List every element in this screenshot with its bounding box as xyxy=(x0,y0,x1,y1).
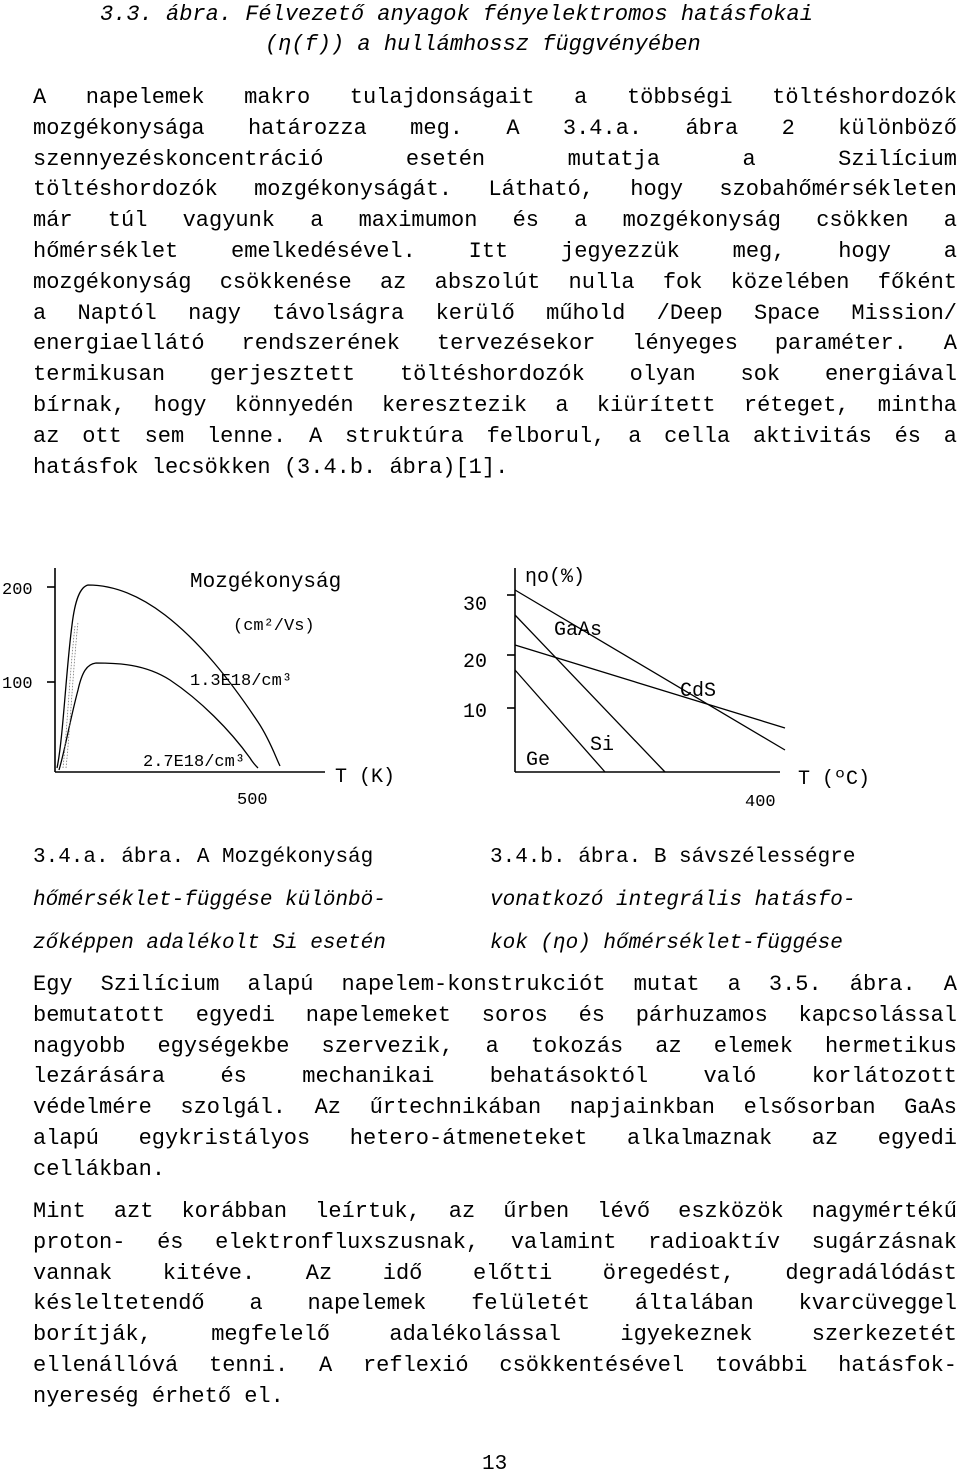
paragraph-radiation xyxy=(33,1197,957,1413)
x-axis-label: T (ºC) xyxy=(798,768,871,791)
curve-label-gaas: GaAs xyxy=(554,619,603,642)
caption-b-line-1: 3.4.b. ábra. B sávszélességre xyxy=(490,846,856,869)
chart-b-title: ηo(%) xyxy=(525,566,586,589)
paragraph-line: Mint azt korábban leírtuk, az űrben lévő eszközök nagymértékű xyxy=(33,1199,957,1224)
figure-3-4-a-caption xyxy=(33,836,453,965)
paragraph-line: nagyobb egységekbe szervezik, a tokozás az elemek hermetikus xyxy=(33,1033,957,1059)
paragraph-line: termikusan gerjesztett töltéshordozók olyan sok energiával xyxy=(33,362,957,388)
paragraph-line: nyereség érhető el. xyxy=(33,1383,284,1409)
y-tick-label-10: 10 xyxy=(463,701,488,724)
chart-a-title: Mozgékonyság xyxy=(190,571,342,594)
heading-line-1: 3.3. ábra. Félvezető anyagok fényelektromos hatásfokai xyxy=(100,2,813,27)
paragraph-line: szennyezéskoncentráció esetén mutatja a Szilícium xyxy=(33,146,957,172)
curve-label-si: Si xyxy=(590,734,615,757)
paragraph-line: mozgékonyság csökkenése az abszolút nulla fok közelében főként xyxy=(33,269,957,295)
paragraph-line: már túl vagyunk a maximumon és a mozgékonyság csökken a xyxy=(33,208,957,234)
y-tick-label-100: 100 xyxy=(2,675,33,694)
curve-label-1-3e18: 1.3E18/cm³ xyxy=(190,672,293,691)
y-tick-label-20: 20 xyxy=(463,651,488,674)
caption-a-line-3: zőképpen adalékolt Si esetén xyxy=(33,932,386,955)
paragraph-line: cellákban. xyxy=(33,1156,166,1182)
paragraph-line: proton- és elektronfluxszusnak, valamint radioaktív sugárzásnak xyxy=(33,1229,957,1255)
paragraph-line: az ott sem lenne. A struktúra felborul, a cella aktivitás és a xyxy=(33,423,957,449)
paragraph-line: lezárására és mechanikai behatásoktól való korlátozott xyxy=(33,1064,957,1090)
paragraph-line: borítják, megfelelő adalékolással igyekeznek szerkezetét xyxy=(33,1322,957,1348)
paragraph-line: késleltetendő a napelemek felületét általában kvarcüveggel xyxy=(33,1291,957,1317)
chart-a-unit: (cm²/Vs) xyxy=(233,617,315,636)
curve-label-2-7e18: 2.7E18/cm³ xyxy=(143,753,246,772)
caption-b-line-3: kok (ηo) hőmérséklet-függése xyxy=(490,932,843,955)
caption-a-line-2: hőmérséklet-függése különbö- xyxy=(33,889,386,912)
paragraph-line: vannak kitéve. Az idő előtti öregedést, degradálódást xyxy=(33,1260,957,1286)
paragraph-line: hőmérséklet emelkedésével. Itt jegyezzük meg, hogy a xyxy=(33,238,957,264)
figure-3-4-b-efficiency-chart xyxy=(450,560,960,810)
caption-a-line-1: 3.4.a. ábra. A Mozgékonyság xyxy=(33,846,374,869)
x-tick-label-500: 500 xyxy=(237,791,268,810)
curve-label-ge: Ge xyxy=(526,749,551,772)
series-gaas-line xyxy=(515,590,785,750)
curve-label-cds: CdS xyxy=(680,680,717,703)
figure-3-4-b-caption xyxy=(490,836,910,965)
page-number: 13 xyxy=(482,1453,508,1476)
y-tick-label-200: 200 xyxy=(2,581,33,600)
caption-b-line-2: vonatkozó integrális hatásfo- xyxy=(490,889,856,912)
heading-line-2: (η(f)) a hullámhossz függvényében xyxy=(265,32,701,57)
paragraph-line: alapú egykristályos hetero-átmeneteket alkalmaznak az egyedi xyxy=(33,1125,957,1151)
paragraph-line: hatásfok lecsökken (3.4.b. ábra)[1]. xyxy=(33,454,509,480)
paragraph-line: Egy Szilícium alapú napelem-konstrukciót mutat a 3.5. ábra. A xyxy=(33,972,957,997)
paragraph-line: védelmére szolgál. Az űrtechnikában napjainkban elsősorban GaAs xyxy=(33,1095,957,1121)
paragraph-line: A napelemek makro tulajdonságait a többségi töltéshordozók xyxy=(33,85,957,110)
paragraph-construction xyxy=(33,970,957,1186)
paragraph-line: mozgékonysága határozza meg. A 3.4.a. ábra 2 különböző xyxy=(33,115,957,141)
paragraph-mobility xyxy=(33,83,957,483)
figure-3-3-heading xyxy=(100,0,920,60)
paragraph-line: a Naptól nagy távolságra kerülő műhold /Deep Space Mission/ xyxy=(33,300,957,326)
paragraph-line: ellenállóvá tenni. A reflexió csökkentésével további hatásfok- xyxy=(33,1352,957,1378)
x-tick-label-400: 400 xyxy=(745,793,776,810)
paragraph-line: bemutatott egyedi napelemeket soros és párhuzamos kapcsolással xyxy=(33,1002,957,1028)
paragraph-line: töltéshordozók mozgékonyságát. Látható, hogy szobahőmérsékleten xyxy=(33,177,957,203)
y-tick-label-30: 30 xyxy=(463,594,488,617)
figure-3-4-a-mobility-chart xyxy=(0,560,450,810)
x-axis-label: T (K) xyxy=(335,766,396,789)
paragraph-line: bírnak, hogy könnyedén keresztezik a kiürített réteget, mintha xyxy=(33,392,957,418)
paragraph-line: energiaellátó rendszerének tervezésekor lényeges paraméter. A xyxy=(33,331,957,357)
